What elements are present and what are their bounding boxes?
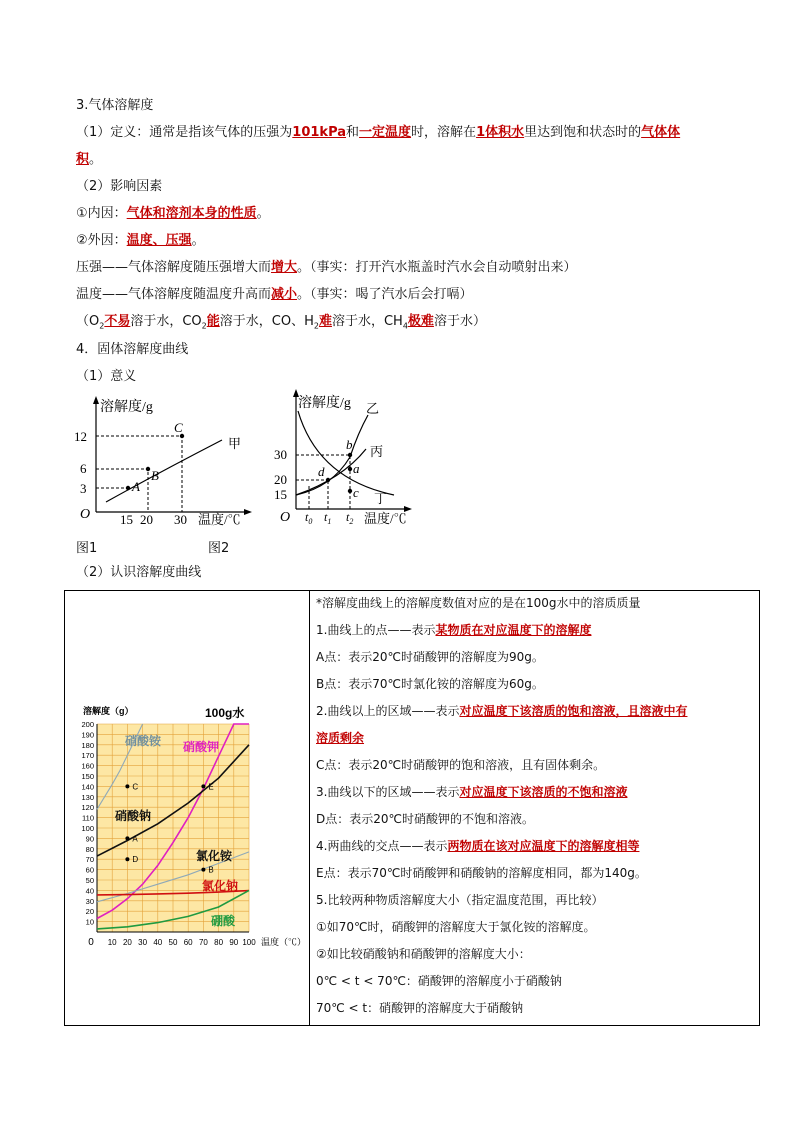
text: 里达到饱和状态时的: [524, 125, 642, 140]
chart-point: [125, 784, 129, 788]
curve-jia: [106, 440, 222, 502]
figure-1: [70, 392, 260, 532]
x-tick-label: 80: [214, 938, 224, 947]
chart-point-label: A: [132, 834, 138, 844]
text: 4.两曲线的交点——表示: [316, 839, 448, 853]
y-tick-label: 150: [81, 772, 94, 781]
note-2: [316, 703, 687, 719]
section4-title: 4．固体溶解度曲线: [76, 342, 189, 357]
x-tick-label: 100: [242, 938, 256, 947]
chart-point-label: C: [132, 782, 139, 792]
answer-inner: 气体和溶剂本身的性质: [126, 206, 257, 221]
text: 3.曲线以下的区域——表示: [316, 785, 460, 799]
subscript: 4: [402, 321, 408, 331]
answer-o2: 不易: [104, 314, 131, 329]
ytick: 30: [274, 447, 287, 462]
point-b: [348, 453, 352, 457]
x-label: 温度/℃: [364, 511, 407, 526]
text: 溶于水）: [433, 314, 486, 329]
note-5: 5.比较两种物质溶解度大小（指定温度范围，再比较）: [316, 893, 604, 907]
x-label: 温度/℃: [198, 512, 241, 527]
y-tick-label: 100: [81, 824, 94, 833]
xtick: 30: [174, 512, 187, 527]
y-tick-label: 170: [81, 751, 94, 761]
dash-b: [96, 469, 148, 512]
y-tick-label: 60: [85, 865, 94, 875]
y-tick-label: 140: [81, 782, 94, 792]
y-label: 溶解度/g: [298, 396, 351, 411]
solubility-chart: [65, 591, 309, 1025]
point-c: [348, 489, 352, 493]
ytick: 20: [274, 472, 287, 487]
text: 和: [346, 125, 360, 140]
text: 2.曲线以上的区域——表示: [316, 704, 460, 718]
note-c: C点：表示20℃时硝酸钾的饱和溶液，且有固体剩余。: [316, 758, 606, 772]
label-b: b: [346, 437, 353, 452]
subscript: 2: [99, 321, 105, 331]
label-potassium-nitrate: 硝酸钾: [183, 740, 220, 754]
note-1: [316, 622, 591, 638]
text: 。: [191, 233, 205, 248]
answer-h2: 难: [318, 314, 332, 329]
text: 。: [256, 206, 270, 221]
y-arrow: [93, 396, 99, 404]
text: （O: [76, 314, 100, 329]
xtick-t0: $t_0$: [305, 510, 313, 526]
x-tick-label: 70: [198, 938, 208, 947]
x-tick-label: 60: [183, 938, 193, 947]
inner-factor: [76, 205, 270, 223]
ytick: 12: [74, 429, 87, 444]
section3-title: 3.气体溶解度: [76, 98, 154, 113]
subscript: 2: [313, 321, 319, 331]
xtick-t2: $t_2$: [346, 510, 354, 526]
note-3: [316, 784, 627, 800]
chart-point: [125, 857, 129, 861]
note-e: E点：表示70℃时硝酸钾和硝酸钠的溶解度相同，都为140g。: [316, 866, 647, 880]
chart-point-label: E: [208, 782, 214, 792]
x-tick-label: 40: [153, 938, 163, 947]
text: 溶于水，CH: [331, 314, 403, 329]
answer-co2: 能: [206, 314, 220, 329]
answer-101kpa: 101kPa: [292, 125, 347, 140]
text: 溶于水，CO、H: [219, 314, 314, 329]
solubility-table: [64, 590, 760, 1026]
note-5-4: 70℃ < t：硝酸钾的溶解度大于硝酸钠: [316, 1001, 524, 1015]
text: 1.曲线上的点——表示: [316, 623, 436, 637]
label-ammonium-nitrate: 硝酸铵: [125, 734, 162, 748]
text: 溶于水，CO: [130, 314, 202, 329]
y-tick-label: 190: [81, 730, 94, 740]
chart-title: 100g水: [205, 706, 245, 720]
chart-point-label: D: [132, 855, 139, 865]
y-tick-label: 90: [85, 834, 94, 844]
origin: O: [80, 507, 91, 522]
chart-point: [125, 836, 129, 840]
definition-line-2: [76, 151, 102, 169]
point-d: [326, 478, 330, 482]
x-tick-label: 90: [229, 938, 239, 947]
answer-temperature: 一定温度: [359, 125, 412, 140]
xtick-t1: $t_1$: [324, 510, 332, 526]
answer-outer: 温度、压强: [126, 233, 192, 248]
text: 。: [89, 152, 103, 167]
label-sodium-chloride: 氯化钠: [202, 879, 239, 893]
note-a: A点：表示20℃时硝酸钾的溶解度为90g。: [316, 650, 544, 664]
point-a: [126, 486, 130, 490]
chart-ylabel: 溶解度（g）: [83, 706, 134, 716]
answer-gas-volume: 气体体: [641, 125, 681, 140]
x-arrow: [244, 509, 252, 515]
answer: 两物质在该对应温度下的溶解度相等: [447, 839, 640, 853]
factors-heading: （2）影响因素: [76, 179, 163, 194]
y-label: 溶解度/g: [100, 400, 153, 415]
temperature-line: [76, 286, 473, 304]
y-tick-label: 110: [82, 813, 94, 823]
y-tick-label: 120: [81, 803, 94, 813]
chart-cell: [65, 591, 310, 1026]
answer-volume-water: 1体积水: [476, 125, 525, 140]
ytick: 15: [274, 487, 287, 502]
xtick: 20: [140, 512, 153, 527]
x-tick-label: 0: [88, 937, 94, 948]
label-ammonium-chloride: 氯化铵: [196, 849, 233, 863]
ytick: 6: [80, 461, 87, 476]
outer-factor: [76, 232, 205, 250]
text: 温度——气体溶解度随温度升高而: [76, 287, 272, 302]
label-d: d: [318, 464, 325, 479]
label-ding: 丁: [374, 491, 388, 506]
y-tick-label: 200: [81, 720, 94, 729]
answer: 某物质在对应温度下的溶解度: [435, 623, 592, 637]
x-tick-label: 30: [138, 938, 148, 947]
definition-line: [76, 124, 680, 142]
y-tick-label: 80: [85, 844, 94, 854]
note-b: B点：表示70℃时氯化铵的溶解度为60g。: [316, 677, 544, 691]
note-5-2: ②如比较硝酸钠和硝酸钾的溶解度大小：: [316, 947, 531, 961]
note-intro: *溶解度曲线上的溶解度数值对应的是在100g水中的溶质质量: [316, 596, 641, 610]
figure-2: [272, 387, 422, 532]
y-tick-label: 160: [81, 761, 94, 771]
gas-solubility-line: [76, 313, 486, 336]
fig1-caption: 图1: [76, 541, 98, 556]
y-tick-label: 30: [85, 896, 94, 906]
pressure-line: [76, 259, 577, 277]
xtick: 15: [120, 512, 133, 527]
answer: 对应温度下该溶质的饱和溶液，且溶液中有: [459, 704, 688, 718]
chart-point: [201, 784, 205, 788]
chart-point: [201, 868, 205, 872]
text: ①内因：: [76, 206, 127, 221]
text: 时，溶解在: [411, 125, 477, 140]
fig2-caption: 图2: [208, 541, 230, 556]
subscript: 2: [201, 321, 207, 331]
meaning-heading: （1）意义: [76, 369, 137, 384]
answer-ch4: 极难: [407, 314, 434, 329]
x-tick-label: 50: [168, 938, 178, 947]
label-a: a: [353, 461, 360, 476]
text: 压强——气体溶解度随压强增大而: [76, 260, 272, 275]
label-c: C: [174, 420, 183, 435]
label-a: A: [132, 479, 140, 494]
y-tick-label: 50: [85, 876, 94, 885]
note-d: D点：表示20℃时硝酸钾的不饱和溶液。: [316, 812, 534, 826]
x-tick-label: 20: [122, 938, 132, 947]
y-tick-label: 10: [85, 917, 94, 927]
note-2-cont: [316, 730, 364, 746]
understand-heading: （2）认识溶解度曲线: [76, 565, 202, 580]
y-tick-label: 40: [85, 886, 94, 896]
text: ②外因：: [76, 233, 127, 248]
note-5-3: 0℃ < t < 70℃：硝酸钾的溶解度小于硝酸钠: [316, 974, 562, 988]
label-sodium-nitrate: 硝酸钠: [115, 809, 152, 823]
point-b: [146, 467, 150, 471]
label-boric-acid: 硼酸: [211, 914, 236, 928]
answer-gas-volume-end: 积: [76, 152, 90, 167]
chart-point-label: B: [208, 865, 214, 875]
answer: 对应温度下该溶质的不饱和溶液: [459, 785, 628, 799]
ytick: 3: [80, 481, 87, 496]
y-tick-label: 180: [81, 740, 94, 750]
answer-increase: 增大: [271, 260, 298, 275]
answer: 溶质剩余: [316, 731, 365, 745]
y-tick-label: 70: [85, 855, 94, 865]
text: 。（事实：喝了汽水后会打嗝）: [297, 287, 473, 302]
point-a: [348, 467, 352, 471]
y-tick-label: 20: [85, 907, 94, 917]
notes-cell: [310, 591, 760, 1026]
x-tick-label: 10: [107, 938, 117, 947]
answer-decrease: 减小: [271, 287, 298, 302]
label-b: B: [151, 468, 159, 483]
note-5-1: ①如70℃时，硝酸钾的溶解度大于氯化铵的溶解度。: [316, 920, 596, 934]
note-4: [316, 838, 639, 854]
label-jia: 甲: [228, 436, 242, 451]
y-tick-label: 130: [81, 792, 94, 802]
origin: O: [280, 510, 291, 525]
label-c: c: [353, 485, 359, 500]
text: （1）定义：通常是指该气体的压强为: [76, 125, 293, 140]
chart-xlabel: 温度（℃）: [261, 937, 307, 947]
label-yi: 乙: [366, 401, 380, 416]
label-bing: 丙: [370, 444, 384, 459]
text: 。（事实：打开汽水瓶盖时汽水会自动喷射出来）: [297, 260, 577, 275]
